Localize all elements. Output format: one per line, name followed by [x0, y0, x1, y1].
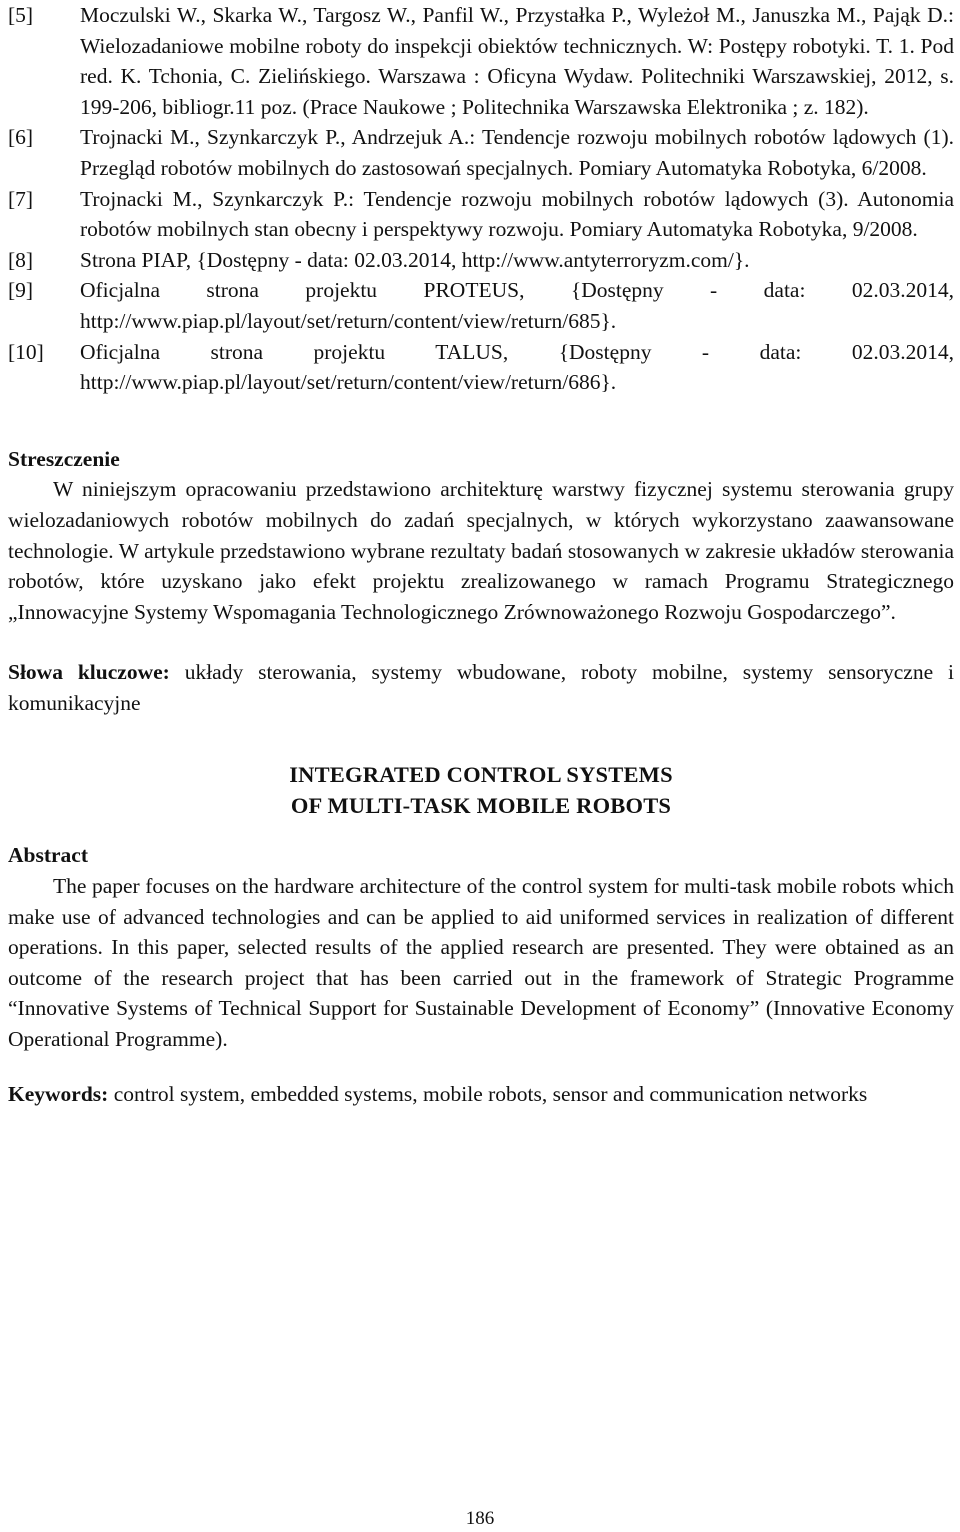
reference-number: [7]: [8, 186, 34, 211]
reference-text: Trojnacki M., Szynkarczyk P.: Tendencje rozwoju mobilnych robotów lądowych (3). Autonomia robotów mobilnych stan obecny i perspektywy rozwoju. Pomiary Automatyka Robotyka, 9/2008.: [80, 186, 954, 242]
spacer: [8, 718, 954, 759]
english-title-line-2: OF MULTI-TASK MOBILE ROBOTS: [290, 793, 672, 819]
polish-abstract: [8, 444, 954, 628]
spacer: [8, 627, 954, 657]
reference-text: Trojnacki M., Szynkarczyk P., Andrzejuk A.: Tendencje rozwoju mobilnych robotów lądowych (1). Przegląd robotów mobilnych do zastosowań specjalnych. Pomiary Automatyka Robotyka, 6/2008.: [80, 125, 954, 180]
english-keywords: [8, 1079, 954, 1110]
reference-item: [8, 245, 954, 276]
reference-number: [6]: [8, 125, 34, 150]
reference-number: [5]: [8, 3, 34, 27]
spacer: [8, 821, 954, 840]
reference-item: [8, 275, 954, 336]
abstract-heading: Abstract: [8, 843, 89, 868]
polish-keywords-label: Słowa kluczowe:: [8, 660, 185, 685]
reference-text: Strona PIAP, {Dostępny - data: 02.03.2014, http://www.antyterroryzm.com/}.: [80, 247, 750, 272]
page-number: 186: [465, 1508, 495, 1529]
abstract-body: The paper focuses on the hardware architecture of the control system for multi-task mobile robots which make use of advanced technologies and can be applied to aid uniformed services in realization of different operations. In this paper, selected results of the applied research are presented. They were obtained as an outcome of the research project that has been carried out in the framework of Strategic Programme “Innovative Systems of Technical Support for Sustainable Development of Economy” (Innovative Economy Operational Programme).: [8, 874, 954, 1052]
reference-item: [8, 184, 954, 245]
reference-number: [9]: [8, 278, 34, 303]
reference-item: [8, 0, 954, 122]
reference-number: [8]: [8, 247, 34, 272]
english-keywords-text: control system, embedded systems, mobile robots, sensor and communication networks: [113, 1081, 868, 1106]
reference-item: [8, 122, 954, 183]
spacer: [8, 1055, 954, 1079]
streszczenie-body: W niniejszym opracowaniu przedstawiono architekturę warstwy fizycznej systemu sterowania grupy wielozadaniowych robotów mobilnych do zadań specjalnych, w których wykorzystano zaawansowane technologie. W artykule przedstawiono wybrane rezultaty badań stosowanych w zakresie układów sterowania robotów, które uzyskano jako efekt projektu zrealizowanego w ramach Programu Strategicznego „Innowacyjne Systemy Wspomagania Technologicznego Zrównoważonego Rozwoju Gospodarczego”.: [8, 477, 954, 624]
english-abstract: [8, 840, 954, 1054]
reference-text: Oficjalna strona projektu PROTEUS, {Dostępny - data: 02.03.2014, http://www.piap.pl/layout/set/return/content/view/return/685}.: [80, 278, 954, 333]
english-keywords-label: Keywords:: [8, 1081, 114, 1106]
page-content: [8, 0, 954, 1109]
reference-item: [8, 337, 954, 398]
english-title-line-1: INTEGRATED CONTROL SYSTEMS: [289, 762, 673, 788]
polish-keywords: [8, 657, 954, 718]
reference-number: [10]: [8, 339, 44, 364]
streszczenie-heading: Streszczenie: [8, 446, 120, 471]
polish-keywords-text: układy sterowania, systemy wbudowane, roboty mobilne, systemy sensoryczne i komunikacyjne: [8, 660, 954, 715]
reference-text: Moczulski W., Skarka W., Targosz W., Panfil W., Przystałka P., Wyleżoł M., Januszka M., Pająk D.: Wielozadaniowe mobilne roboty do inspekcji obiektów technicznych. W: Postępy robotyki. T. 1. Pod red. K. Tchonia, C. Zielińskiego. Warszawa : Oficyna Wydaw. Politechniki Warszawskiej, 2012, s. 199-206, bibliogr.11 poz. (Prace Naukowe ; Politechnika Warszawska Elektronika ; z. 182).: [80, 3, 954, 119]
reference-text: Oficjalna strona projektu TALUS, {Dostępny - data: 02.03.2014, http://www.piap.pl/layout/set/return/content/view/return/686}.: [80, 339, 954, 395]
english-title: [8, 759, 954, 821]
reference-list: [8, 0, 954, 398]
spacer: [8, 398, 954, 444]
